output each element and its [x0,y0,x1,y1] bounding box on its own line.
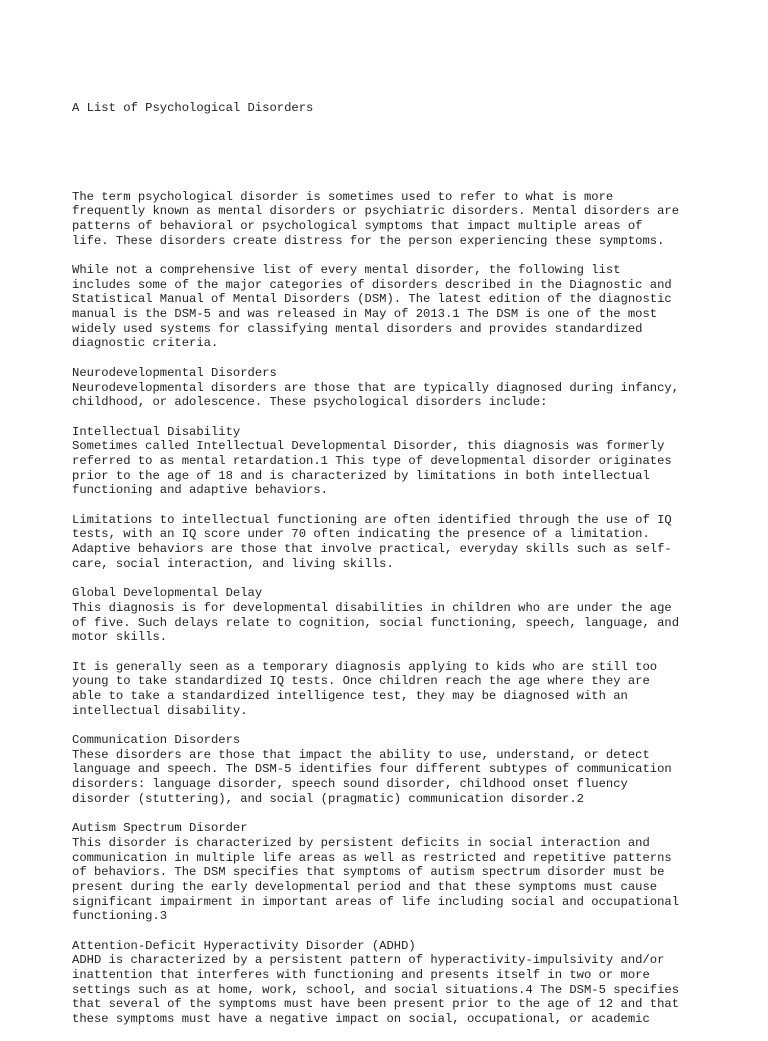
spacer [72,248,712,263]
text-line: young to take standardized IQ tests. Once children reach the age where they are [72,674,650,689]
text-line: Intellectual Disability [72,424,241,439]
text-line: Limitations to intellectual functioning are often identified through the use of IQ [72,512,672,527]
text-line: Global Developmental Delay [72,586,263,601]
text-line: Autism Spectrum Disorder [72,821,248,836]
text-line: The term psychological disorder is sometimes used to refer to what is more [72,189,614,204]
text-line: language and speech. The DSM-5 identifies four different subtypes of communication [72,762,672,777]
spacer [72,718,712,733]
text-line: of behaviors. The DSM specifies that symptoms of autism spectrum disorder must be [72,865,665,880]
text-line: disorders: language disorder, speech sound disorder, childhood onset fluency [72,777,628,792]
paragraph [72,939,712,1027]
text-line: childhood, or adolescence. These psychological disorders include: [72,395,548,410]
spacer [72,498,712,513]
text-line: prior to the age of 18 and is characterized by limitations in both intellectual [72,468,650,483]
text-line: able to take a standardized intelligence test, they may be diagnosed with an [72,688,628,703]
text-line: intellectual disability. [72,703,248,718]
text-line: life. These disorders create distress for the person experiencing these symptoms. [72,233,665,248]
text-line: communication in multiple life areas as well as restricted and repetitive patterns [72,850,672,865]
text-line: ADHD is characterized by a persistent pattern of hyperactivity-impulsivity and/or [72,953,665,968]
text-line: care, social interaction, and living skills. [72,556,394,571]
spacer [72,351,712,366]
paragraph [72,586,712,645]
document-body [72,190,712,1027]
text-line: of five. Such delays relate to cognition, social functioning, speech, language, and [72,615,680,630]
text-line: widely used systems for classifying mental disorders and provides standardized [72,321,643,336]
text-line: patterns of behavioral or psychological symptoms that impact multiple areas of [72,218,643,233]
spacer [72,645,712,660]
text-line: diagnostic criteria. [72,336,219,351]
text-line: This disorder is characterized by persistent deficits in social interaction and [72,835,650,850]
text-line: disorder (stuttering), and social (pragmatic) communication disorder.2 [72,791,584,806]
text-line: Sometimes called Intellectual Developmental Disorder, this diagnosis was formerly [72,439,665,454]
paragraph [72,733,712,806]
text-line: Attention-Deficit Hyperactivity Disorder (ADHD) [72,938,416,953]
text-line: present during the early developmental period and that these symptoms must cause [72,879,658,894]
spacer [72,571,712,586]
text-line: tests, with an IQ score under 70 often indicating the presence of a limitation. [72,527,650,542]
text-line: includes some of the major categories of disorders described in the Diagnostic and [72,277,672,292]
paragraph [72,821,712,924]
text-line: frequently known as mental disorders or psychiatric disorders. Mental disorders are [72,204,680,219]
text-line: referred to as mental retardation.1 This type of developmental disorder originates [72,453,672,468]
text-line: functioning and adaptive behaviors. [72,483,328,498]
spacer [72,924,712,939]
paragraph [72,425,712,498]
text-line: settings such as at home, work, school, and social situations.4 The DSM-5 specifies [72,982,680,997]
spacer [72,410,712,425]
text-line: Communication Disorders [72,733,241,748]
paragraph [72,513,712,572]
text-line: While not a comprehensive list of every mental disorder, the following list [72,263,621,278]
text-line: Adaptive behaviors are those that involve practical, everyday skills such as self- [72,542,672,557]
paragraph [72,366,712,410]
document-page [72,72,712,1041]
text-line: Statistical Manual of Mental Disorders (DSM). The latest edition of the diagnostic [72,292,672,307]
paragraph [72,190,712,249]
text-line: inattention that interferes with functioning and presents itself in two or more [72,968,650,983]
text-line: It is generally seen as a temporary diagnosis applying to kids who are still too [72,659,658,674]
text-line: Neurodevelopmental Disorders [72,365,277,380]
text-line: significant impairment in important areas of life including social and occupational [72,894,680,909]
document-title: A List of Psychological Disorders [72,101,314,116]
text-line: functioning.3 [72,909,168,924]
text-line: This diagnosis is for developmental disabilities in children who are under the age [72,600,672,615]
text-line: manual is the DSM-5 and was released in May of 2013.1 The DSM is one of the most [72,307,658,322]
spacer [72,146,712,161]
paragraph [72,660,712,719]
spacer [72,806,712,821]
text-line: these symptoms must have a negative impact on social, occupational, or academic [72,1012,650,1027]
text-line: Neurodevelopmental disorders are those that are typically diagnosed during infancy, [72,380,680,395]
text-line: motor skills. [72,630,168,645]
paragraph [72,263,712,351]
text-line: that several of the symptoms must have been present prior to the age of 12 and that [72,997,680,1012]
text-line: These disorders are those that impact the ability to use, understand, or detect [72,747,650,762]
